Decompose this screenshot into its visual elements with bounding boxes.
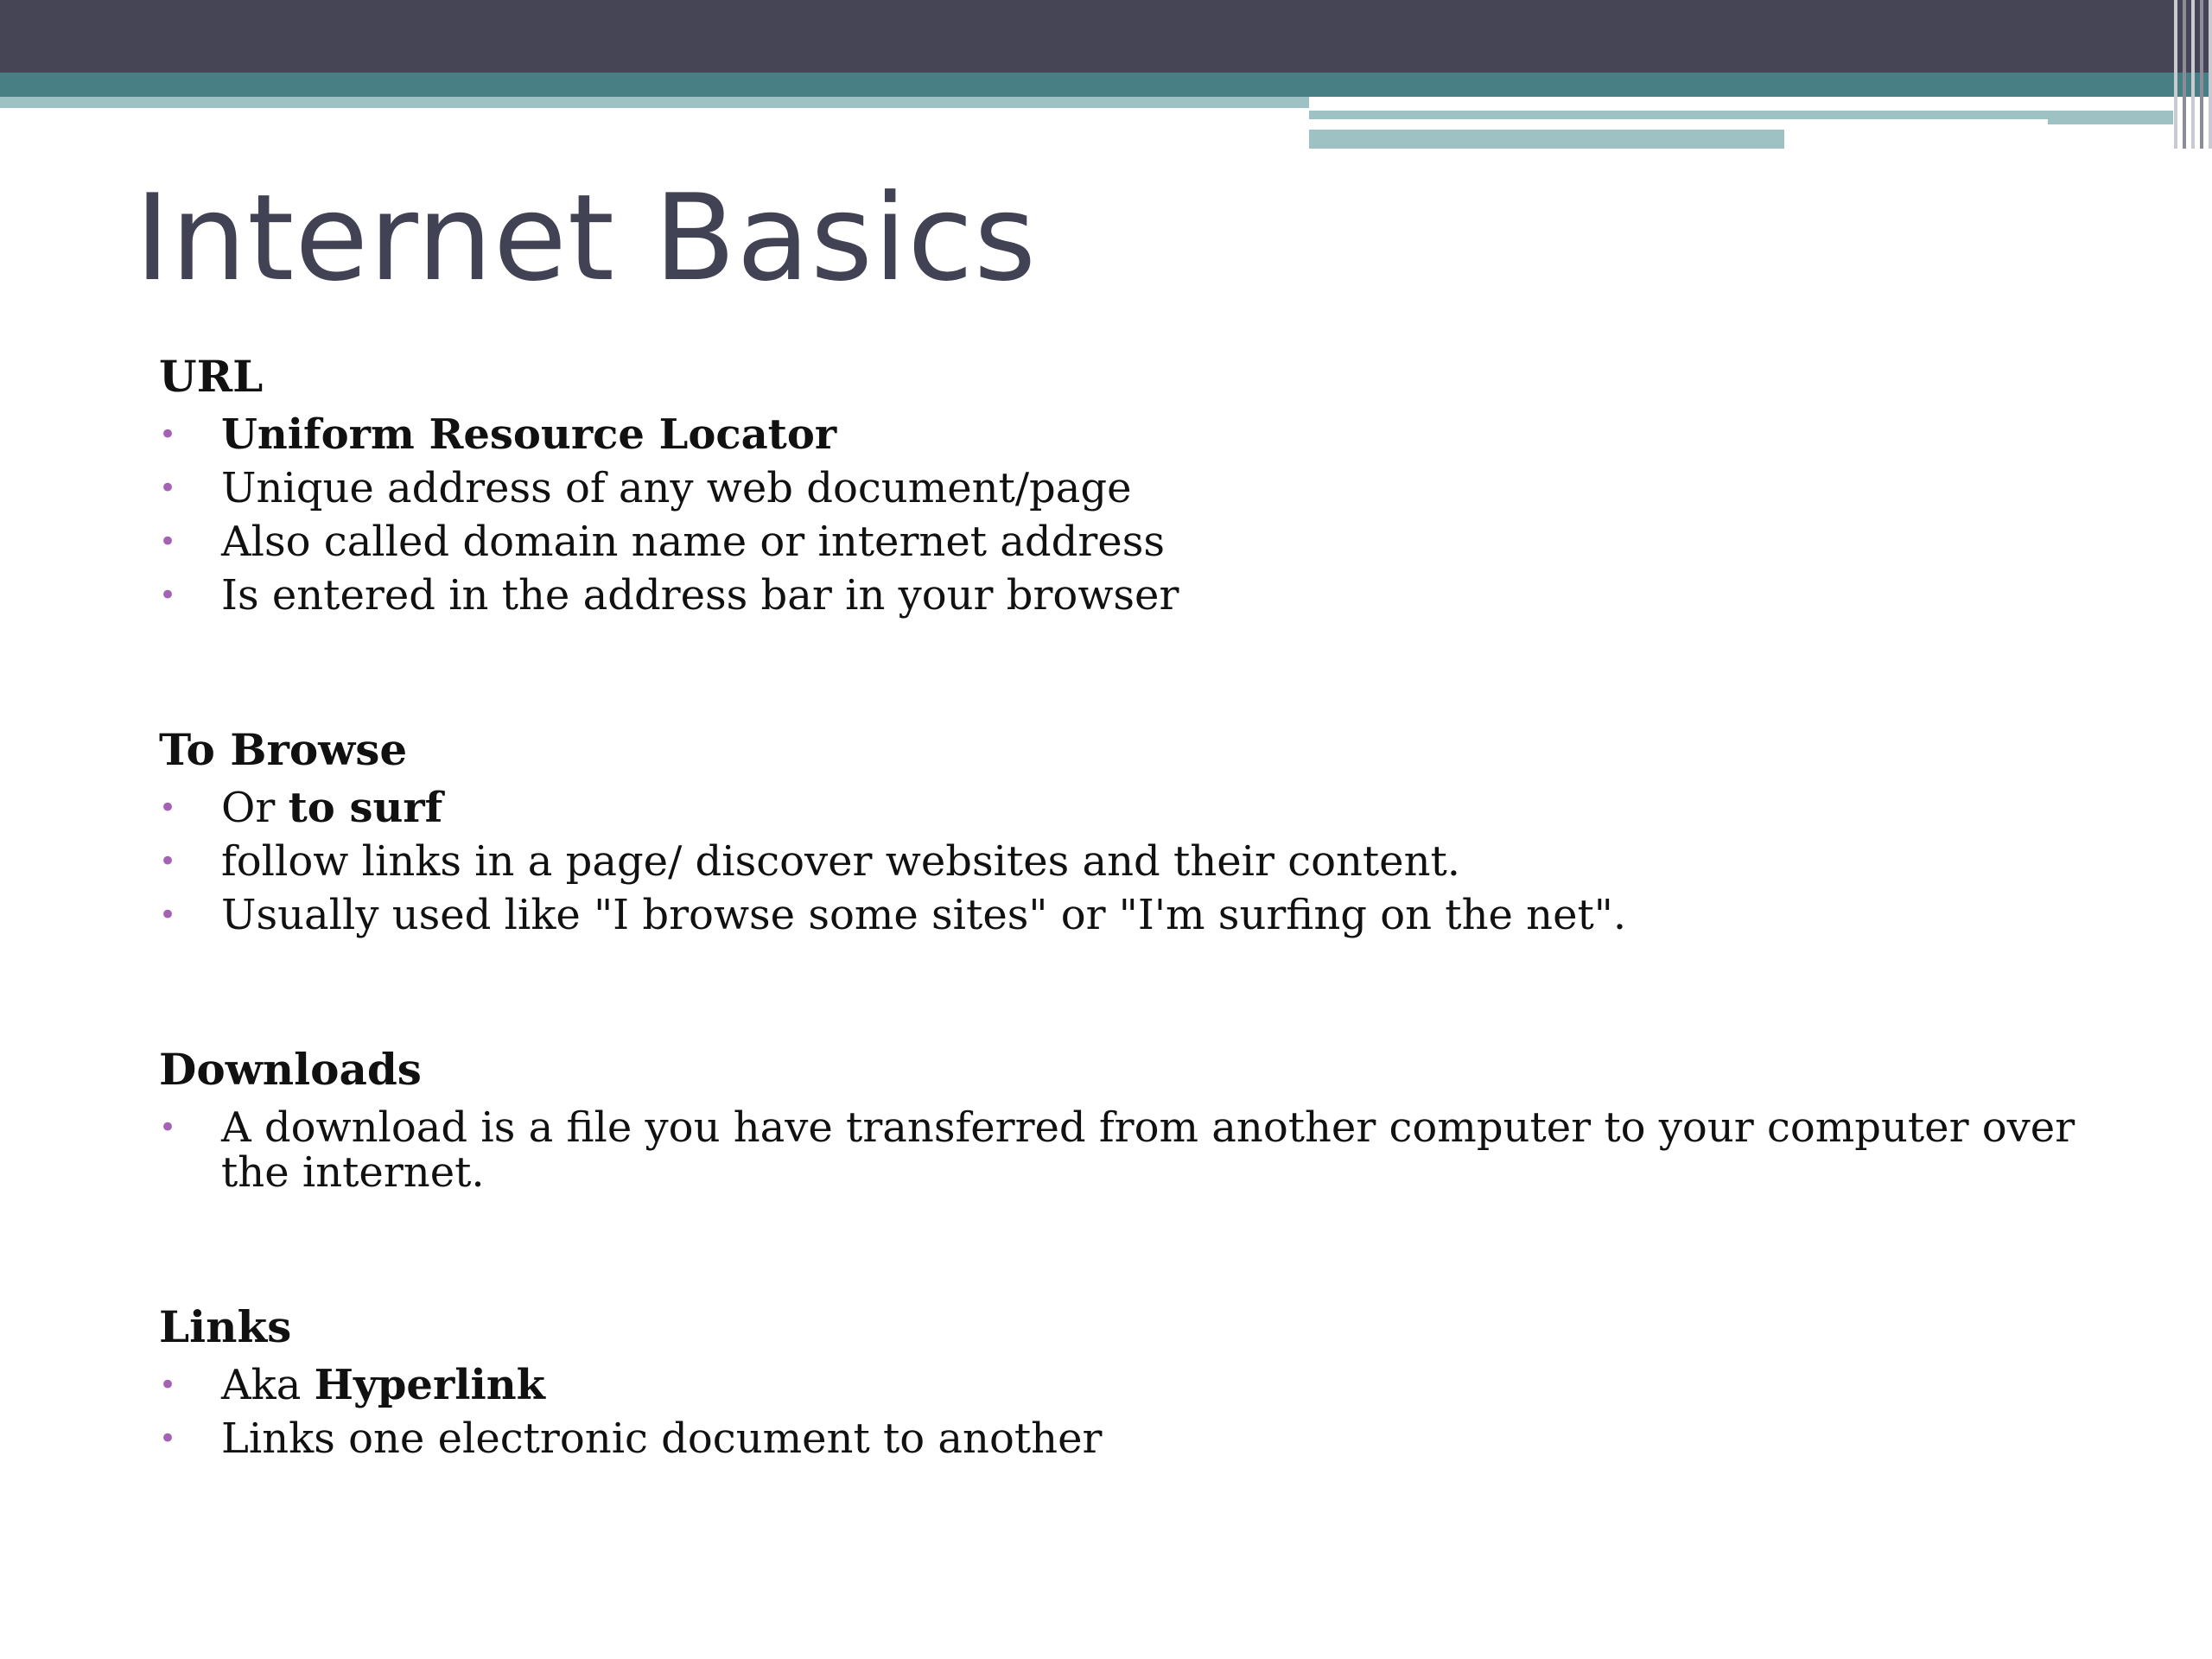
slide-body <box>159 350 2103 1461</box>
bullet-item <box>159 785 2103 830</box>
section-downloads <box>159 1043 2103 1195</box>
bullet-text-bold: to surf <box>288 784 443 832</box>
section-heading: URL <box>159 351 264 402</box>
section-links <box>159 1300 2103 1461</box>
bullet-text: follow links in a page/ discover websites and their content. <box>221 837 1461 886</box>
bullet-dot-icon: • <box>159 578 177 613</box>
section-heading: Links <box>159 1301 292 1352</box>
section-to-browse <box>159 723 2103 938</box>
section-heading: To Browse <box>159 724 408 775</box>
bullet-dot-icon: • <box>159 524 177 559</box>
bullet-text: Unique address of any web document/page <box>221 464 1132 512</box>
bullet-text-bold: Hyperlink <box>314 1361 545 1409</box>
header-dark-bar <box>0 0 2212 73</box>
bullet-list <box>159 1105 2103 1195</box>
header-light-bar-left <box>0 97 1309 108</box>
bullet-item <box>159 839 2103 884</box>
bullet-item <box>159 573 2103 618</box>
edge-stripes <box>2152 0 2212 149</box>
bullet-dot-icon: • <box>159 417 177 452</box>
bullet-item <box>159 519 2103 564</box>
bullet-dot-icon: • <box>159 471 177 505</box>
bullet-item <box>159 1363 2103 1408</box>
bullet-list <box>159 785 2103 938</box>
header-white-line <box>1309 119 2048 125</box>
section-url <box>159 350 2103 618</box>
bullet-item <box>159 1416 2103 1461</box>
bullet-item <box>159 893 2103 938</box>
bullet-dot-icon: • <box>159 898 177 932</box>
slide-title: Internet Basics <box>135 168 1038 308</box>
bullet-list <box>159 412 2103 618</box>
bullet-text: Links one electronic document to another <box>221 1414 1103 1463</box>
bullet-dot-icon: • <box>159 1368 177 1402</box>
bullet-text: Aka <box>221 1361 315 1409</box>
bullet-dot-icon: • <box>159 1110 177 1145</box>
bullet-text-bold: Uniform Resource Locator <box>221 410 837 459</box>
section-heading: Downloads <box>159 1044 422 1095</box>
bullet-item <box>159 412 2103 457</box>
bullet-item <box>159 466 2103 511</box>
bullet-text: Or <box>221 784 289 832</box>
bullet-text: Also called domain name or internet address <box>221 518 1165 566</box>
bullet-list <box>159 1363 2103 1461</box>
header-teal-bar <box>0 73 2212 97</box>
bullet-dot-icon: • <box>159 791 177 825</box>
bullet-dot-icon: • <box>159 844 177 879</box>
bullet-text: Is entered in the address bar in your browser <box>221 571 1179 620</box>
bullet-text: A download is a file you have transferred from another computer to your computer over the internet. <box>221 1103 2075 1197</box>
bullet-item <box>159 1105 2103 1195</box>
bullet-text: Usually used like "I browse some sites" or "I'm surfing on the net". <box>221 891 1627 939</box>
bullet-dot-icon: • <box>159 1421 177 1456</box>
header-lower-bar <box>1309 130 1784 149</box>
